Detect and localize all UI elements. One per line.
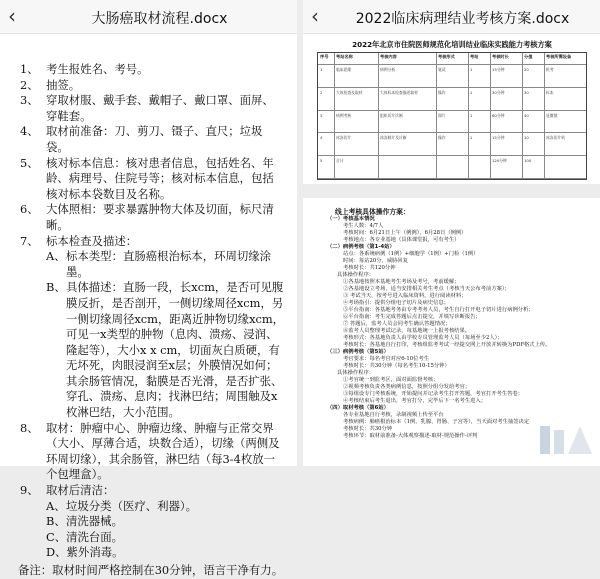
back-chevron-icon[interactable]: ‹ <box>8 4 16 28</box>
list-item: 1、 考生报姓名、考号。 <box>20 62 149 76</box>
table-cell: 1 <box>470 135 473 141</box>
table-header-cell: 考核所需设备 <box>546 54 572 59</box>
table-cell: 标本 <box>546 89 554 95</box>
document-line: ⑥平台指南：考生完成答题后点击提交，并填写诊断报告； <box>343 314 481 320</box>
page1-title: 2022年北京市住院医师规范化培训结业临床实践能力考核方案 <box>352 40 552 49</box>
document-line: （四）取材考核（第6站） <box>327 405 389 411</box>
table-cell: 40 <box>524 112 529 118</box>
document-line: ②视频考核负责各类病例信息，按照分组分发给考官； <box>343 384 471 390</box>
document-line: 具体操作程序： <box>337 370 375 376</box>
list-item: 7、 标本检查及描述： <box>20 233 138 248</box>
document-line: 考核地点：各专业基地（具体课堂报，可有考生） <box>343 237 460 243</box>
table-row <box>318 156 586 179</box>
table-cell: 100 <box>524 158 532 164</box>
table-header-cell: 序号 <box>320 54 329 59</box>
table-cell: 1 <box>470 89 473 95</box>
document-line: ⑤平台指南：各基地考务由专考考务人员，考生自行打开电子切片进行病例分析； <box>343 307 534 313</box>
document-line: 时间：每站20分，威胁回复 <box>343 258 409 264</box>
table-cell: 操作 <box>438 89 446 95</box>
document-line: （一）考核基本情况 <box>327 216 375 222</box>
document-line: 考核形式：各基地负责人由学校专员管理监考人员（每场至少2人）； <box>343 335 503 341</box>
table-cell: 120分钟 <box>492 158 507 164</box>
table-cell: 1 <box>470 112 473 118</box>
document-line: ②各基地设立考场，适当安排相关考生考点（考核当天公布考前方案）； <box>343 286 510 292</box>
table-cell: 冰冻制片及诊断 <box>380 135 407 141</box>
document-line: ①考官统一到监考区，面对面监督考核； <box>343 377 439 383</box>
table-header-cell: 考核内容 <box>380 54 397 59</box>
table-cell: 10 <box>524 135 529 141</box>
table-cell: 2 <box>320 89 323 95</box>
list-item: 9、 取材后清洁： <box>20 483 115 498</box>
table-header-cell: 分值 <box>524 54 533 59</box>
table-cell: 30 <box>524 89 529 95</box>
document-line: ④考场指引：提供分组电子切片及病史信息； <box>343 300 449 306</box>
sub-item: A、 标本类型：直肠癌根治标本，环周切缘涂墨。 <box>46 249 272 279</box>
table-header-cell: 考核时长 <box>492 54 509 59</box>
document-line: 考核时间：6月21日上午（例例），6月28日（例例） <box>343 230 467 236</box>
left-top-bar <box>0 0 297 34</box>
table-cell: 15分钟 <box>492 67 505 72</box>
right-document-panel <box>303 0 600 466</box>
table-cell: 冰冻切片 <box>336 135 352 141</box>
table-header-cell: 考站 <box>470 54 479 59</box>
page-separator <box>303 184 600 198</box>
document-line: （三）病例考核（第5站） <box>327 349 389 355</box>
document-line: ⑦ 答题后，监考人员会同考生确认答题情况； <box>343 321 451 327</box>
table-cell: 20 <box>524 67 529 72</box>
table-cell: 临床思维 <box>336 67 352 72</box>
document-line: 考生人数：4/7人 <box>343 223 384 229</box>
document-line: ⑧监考人员整理考试记录，每基地统一上报考核结果。 <box>343 328 471 334</box>
table-cell: 阅片 <box>438 112 446 118</box>
document-line: 考核环节：取材前准备-大体观察描述-取材-规范操作-评判 <box>343 433 478 439</box>
left-document-panel <box>0 0 297 577</box>
document-line: 考核病例：肺癌根治标本（1例、乳腺、胃肠、子宫等），当天面对考生抽签决定 <box>343 419 530 425</box>
table-cell: 3 <box>320 112 323 118</box>
document-line: 考核时长：共120分钟 <box>343 265 396 271</box>
document-line: 具体操作程序： <box>337 272 375 278</box>
table-cell: 60分钟 <box>492 112 505 118</box>
table-cell: 1 <box>470 67 473 72</box>
table-cell: 5 <box>320 158 323 164</box>
sub-item: C、 清洗台面。 <box>46 529 124 544</box>
document-line: 各专业基地自行考核，录制视频上传至平台 <box>343 412 444 418</box>
document-line: ④考核结束后考生退出，考官打分，完毕后下一名考生进入； <box>343 398 487 404</box>
sub-item: D、 紫外消毒。 <box>46 545 124 560</box>
watermark-logo-icon <box>536 420 596 460</box>
back-chevron-icon[interactable]: ‹ <box>311 4 319 28</box>
list-item: 6、 大体照相：要求暴露肿物大体及切面，标尺清晰。 <box>20 202 274 232</box>
table-header-cell: 考站名称 <box>336 54 353 59</box>
table-cell: 1 <box>320 67 323 72</box>
sub-item: B、 清洗器械。 <box>46 514 123 529</box>
document-page-1 <box>317 40 587 180</box>
right-document-body[interactable] <box>303 34 600 466</box>
document-line: 站点：各系统病例（1例）+细胞学（1例）+门检（1例） <box>343 251 479 257</box>
table-cell: 30分钟 <box>492 89 505 95</box>
table-cell: 操作 <box>438 135 446 141</box>
list-item: 4、 取材前准备：刀、剪刀、镊子、直尺；垃圾袋。 <box>20 124 263 154</box>
page2-title: 线上考核具体操作方案： <box>335 208 410 216</box>
document-line: 考官要求：每名考官对应6-10位考生 <box>343 356 430 362</box>
exam-table <box>317 52 587 180</box>
list-item: 2、 抽签。 <box>20 77 81 92</box>
table-cell: 大体标本检查描述取材 <box>380 89 418 95</box>
left-document-body[interactable] <box>0 34 297 577</box>
note-text: 备注：取材时间严格控制在30分钟，语言干净有力。 <box>18 563 284 577</box>
document-line: ③ 考试当天，按考号进入临床资料，进行阅读材料； <box>343 293 467 299</box>
table-cell: 显微镜 <box>546 112 558 118</box>
table-cell: 大体检查及取材 <box>336 89 363 95</box>
table-cell: 组织切片诊断 <box>380 112 403 118</box>
sub-item: B、 具体描述：直肠一段，长xcm，是否可见腹膜反折，是否剖开，一侧切缘周径xcm，另一侧切缘周径xcm，距离近肿物切缘xcm，可见一x类型的肿物（息肉、溃疡、浸润、隆起等），大小x x cm，切面灰白质硬，有无坏死，肉眼浸润至x层；外膜情况如何；其余肠管情况，黏膜是否光滑，是否扩张、穿孔、溃疡、息肉；找淋巴结；周围触及x枚淋巴结，大小范围。 <box>46 280 285 420</box>
table-header-cell: 考核形式 <box>438 54 455 59</box>
table-cell: 4 <box>320 135 323 141</box>
list-item: 5、 核对标本信息：核对患者信息，包括姓名、年龄、病理号、住院号等；核对标本信息，包括核对标本袋数目及名称。 <box>20 155 274 201</box>
document-line: ①各基地按照本基地考生考场及考号，考前缓解； <box>343 279 460 285</box>
list-item: 3、 穿取材服、戴手套、戴帽子、戴口罩、面屏、穿鞋套。 <box>20 93 274 123</box>
table-cell: 合计 <box>336 158 344 164</box>
table-cell: 机考 <box>546 67 554 72</box>
document-line: 考核时长：各基地自行打印，考核组监考考试一经提交网上开放并转换为PDF格式上传。 <box>343 342 551 348</box>
table-cell: 15分钟 <box>492 135 505 141</box>
document-line: 考核时长：共30分钟（每名考生10-15分钟） <box>343 363 450 369</box>
table-cell: 笔试 <box>438 67 446 72</box>
table-header-row <box>318 53 586 65</box>
left-doc-title: 大肠癌取材流程.docx <box>91 11 228 27</box>
document-line: （二）病例考核（第1-4站） <box>327 244 395 250</box>
right-doc-title: 2022临床病理结业考核方案.docx <box>355 11 570 27</box>
right-top-bar <box>303 0 600 34</box>
table-cell: 病例分析 <box>380 67 396 72</box>
document-line: ③每组设专门考核系统，开始提问并记录考生打开答题，考官打开考生答卷； <box>343 391 524 397</box>
table-cell: 冰冻切片机 <box>546 135 565 141</box>
list-item: 8、 取材：肿瘤中心、肿瘤边缘、肿瘤与正常交界（大小、厚薄合适，块数合适），切缘（两侧及环周切缘），其余肠管，淋巴结（每3-4枚放一个包埋盒）。 <box>20 420 280 482</box>
sub-item: A、 垃圾分类（医疗、利器）。 <box>46 498 197 513</box>
document-line: 考核时长：共30分钟 <box>343 426 393 432</box>
table-cell: 病例考核 <box>336 112 352 118</box>
